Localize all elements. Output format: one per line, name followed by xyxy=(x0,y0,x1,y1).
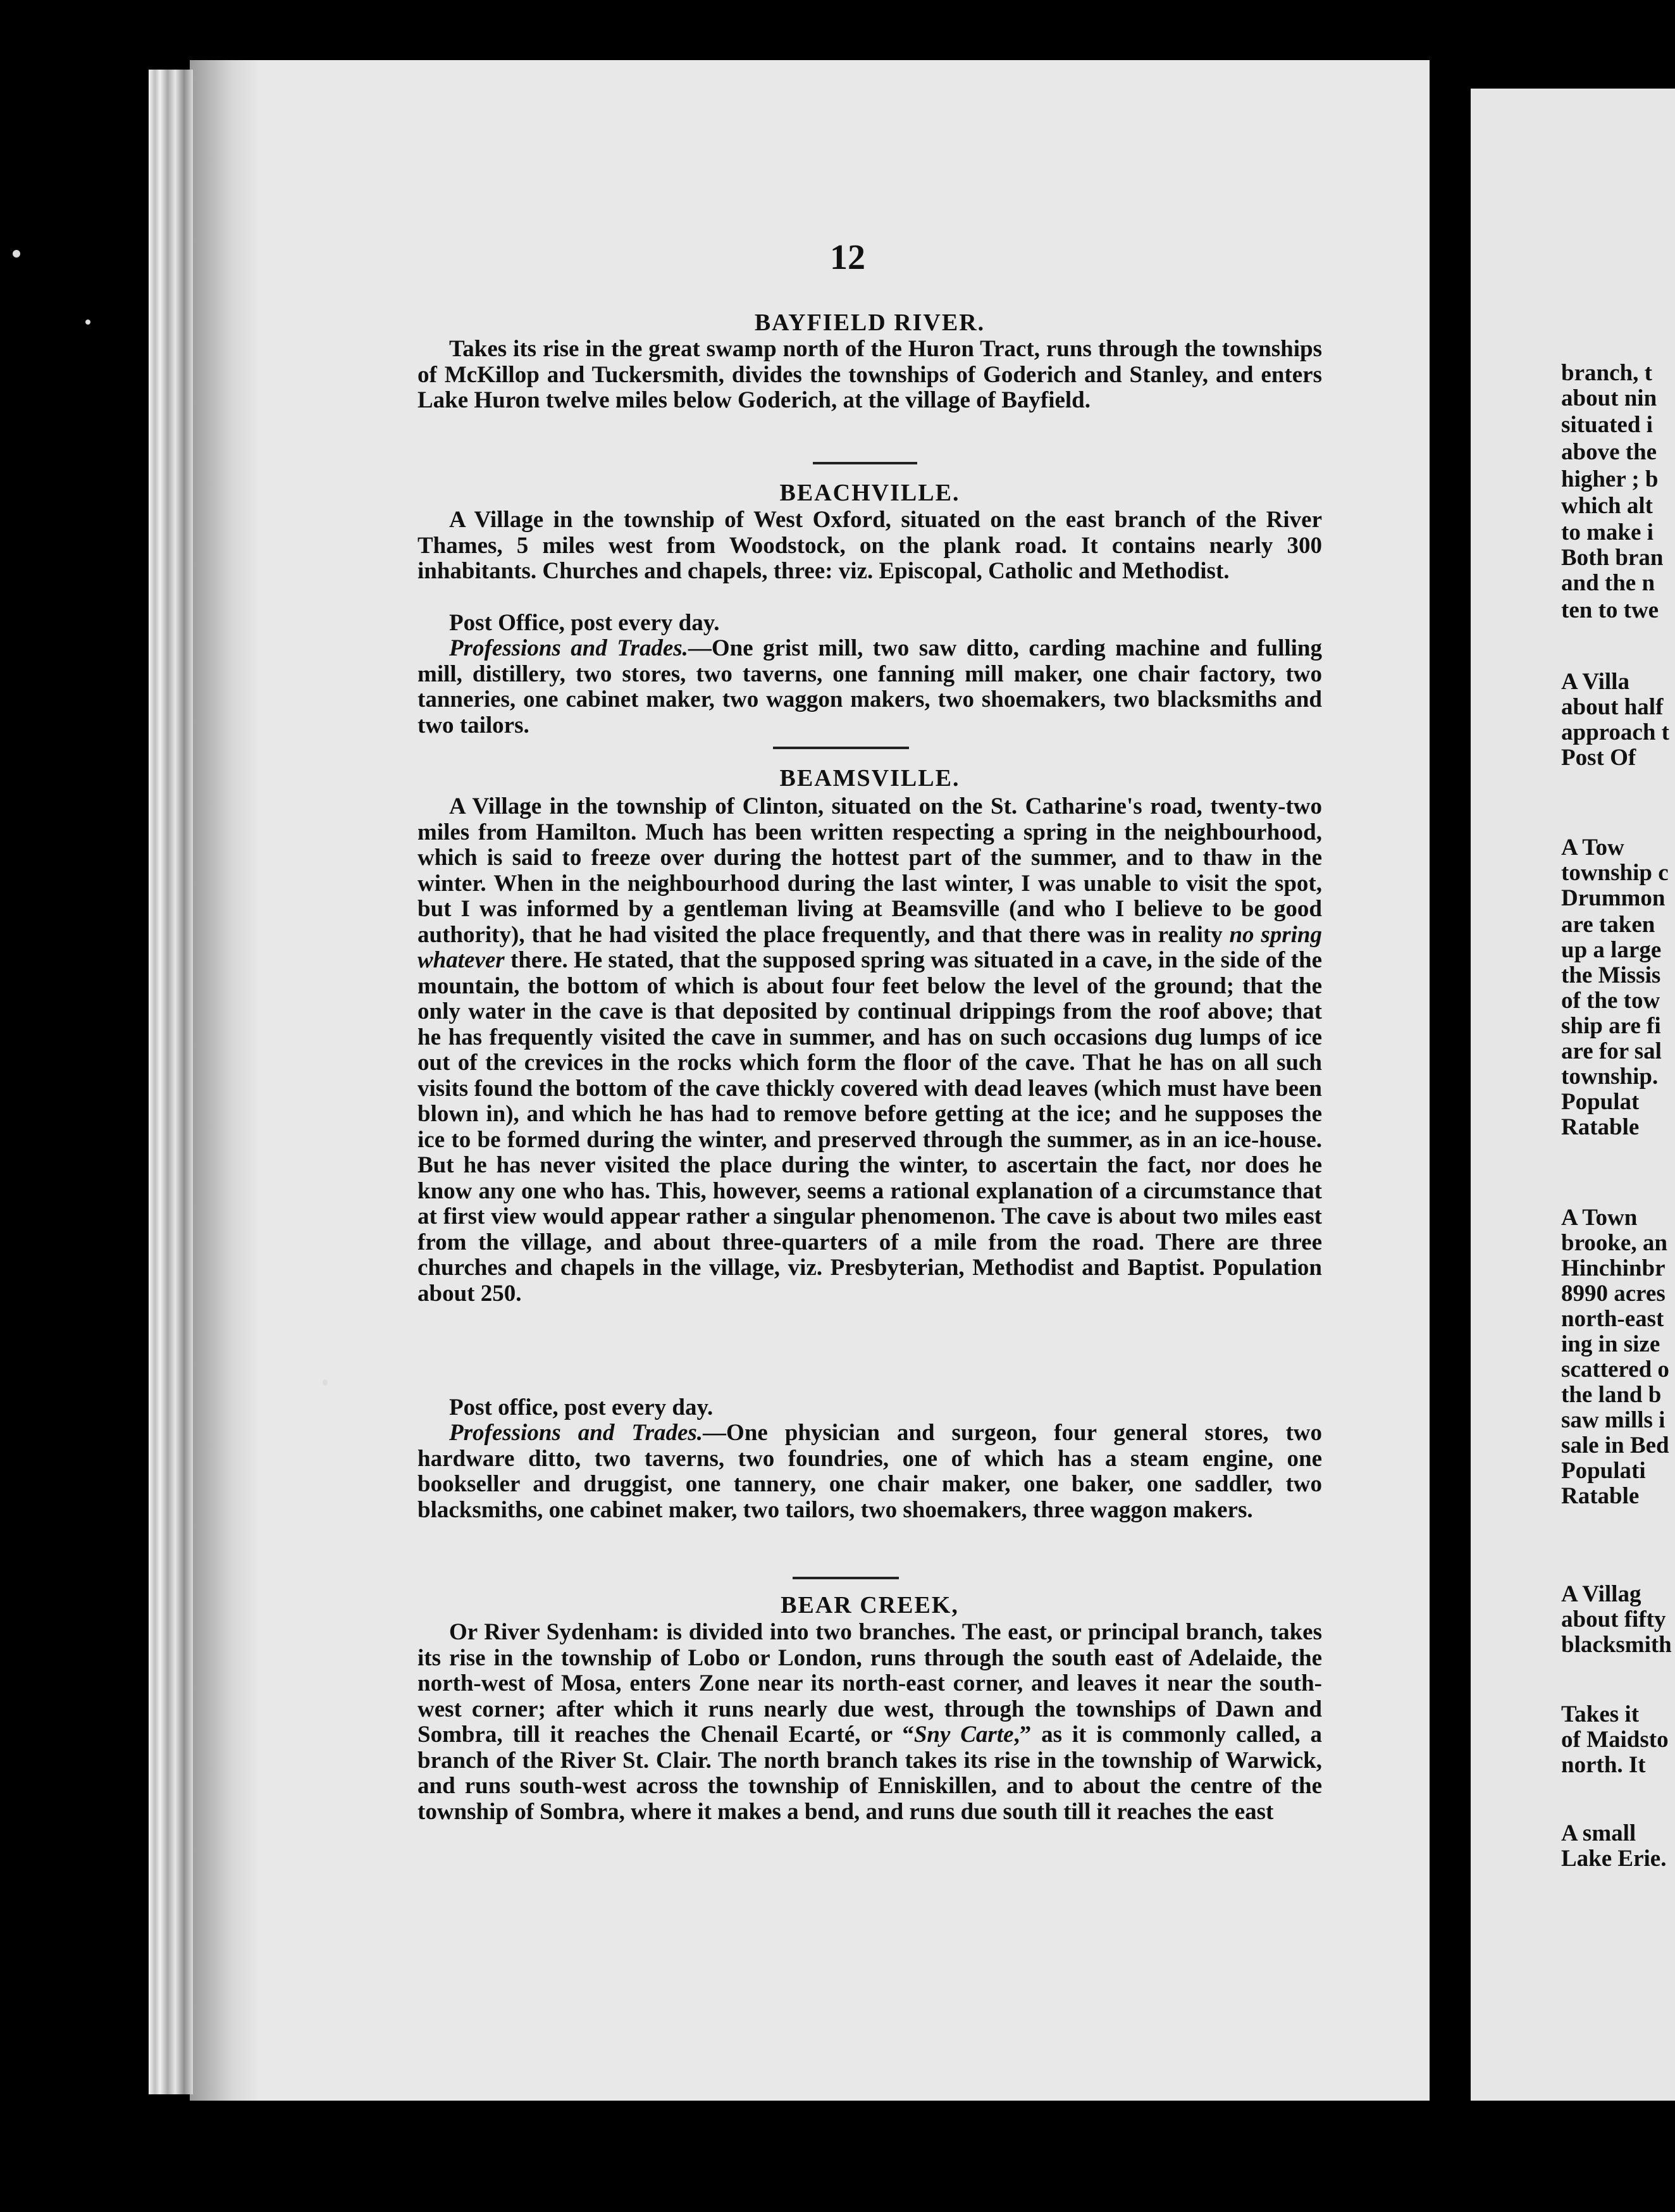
right-page-line: of the tow xyxy=(1561,988,1660,1014)
beachville-body: A Village in the township of West Oxford, situated on the east branch of the River Thames, 5 miles west from Woodstock, on the plank road. It contains nearly 300 inhabitants. Churches and chapels, three: viz. Episcopal, Catholic and Methodist. xyxy=(417,507,1322,584)
heading-bear-creek: BEAR CREEK, xyxy=(781,1592,959,1619)
right-page-line: blacksmith xyxy=(1561,1632,1672,1658)
right-page-line: sale in Bed xyxy=(1561,1432,1669,1458)
right-page-line: township. xyxy=(1561,1064,1659,1090)
trades-text: —One grist mill, two saw ditto, carding machine and fulling mill, distillery, two stores, two taverns, one fanning mill maker, one chair factory, two tanneries, one cabinet maker, two waggon makers, two shoemakers, two blacksmiths and two tailors. xyxy=(417,635,1322,738)
right-page-line: and the n xyxy=(1561,570,1655,596)
section-divider xyxy=(813,462,917,464)
beamsville-text-italic: no spring whatever xyxy=(417,921,1322,973)
right-page-line: A Villa xyxy=(1561,669,1629,695)
right-page-line: approach t xyxy=(1561,719,1669,745)
bayfield-body: Takes its rise in the great swamp north of the Huron Tract, runs through the townships of McKillop and Tuckersmith, divides the townships of Goderich and Stanley, and enters Lake Huron twelve miles below Goderich, at the village of Bayfield. xyxy=(417,336,1322,413)
right-page-line: north-east xyxy=(1561,1306,1664,1332)
right-page-line: Populat xyxy=(1561,1089,1640,1115)
right-page-line: A small xyxy=(1561,1820,1636,1846)
right-page-line: higher ; b xyxy=(1561,466,1659,492)
bear-creek-text-b: ,” as it is commonly called, a branch of the River St. Clair. The north branch takes its rise in the township of Warwick, and runs south-west across the township of Enniskillen, and to about the centre of the township of Sombra, where it makes a bend, and runs due south till it reaches the east xyxy=(417,1722,1322,1825)
bear-creek-text-a: Or River Sydenham: is divided into two branches. The east, or principal branch, takes its rise in the township of Lobo or London, runs through the south east of Adelaide, the north-west of Mosa, enters Zone near its north-east corner, and leaves it near the south-west corner; after which it runs nearly due west, through the townships of Dawn and Sombra, till it reaches the Chenail Ecarté, or “ xyxy=(417,1619,1322,1748)
heading-beamsville: BEAMSVILLE. xyxy=(779,765,960,792)
speck xyxy=(323,1379,328,1386)
page-edge xyxy=(149,70,193,2094)
speck xyxy=(85,320,90,325)
right-page-line: Ratable xyxy=(1561,1483,1640,1509)
right-page-line: of Maidsto xyxy=(1561,1727,1669,1753)
right-page-line: about fifty xyxy=(1561,1606,1666,1632)
gutter-shadow xyxy=(190,60,259,2101)
right-page-line: to make i xyxy=(1561,519,1653,545)
right-page-line: situated i xyxy=(1561,412,1653,438)
right-page-line: Populati xyxy=(1561,1458,1646,1484)
bear-creek-body xyxy=(417,1620,1322,1825)
bear-creek-text-italic: Sny Carte xyxy=(913,1722,1014,1748)
right-page-line: the Missis xyxy=(1561,962,1661,988)
right-page-line: Drummon xyxy=(1561,885,1666,911)
right-page-line: about half xyxy=(1561,694,1664,720)
right-page-line: A Villag xyxy=(1561,1581,1641,1607)
right-page-line: are for sal xyxy=(1561,1038,1662,1064)
right-page-line: A Town xyxy=(1561,1205,1638,1231)
right-page-line: up a large xyxy=(1561,937,1662,963)
right-page-line: Ratable xyxy=(1561,1114,1640,1140)
beamsville-post: Post office, post every day. xyxy=(449,1395,714,1420)
right-page-line: which alt xyxy=(1561,493,1653,519)
right-page-line: branch, t xyxy=(1561,360,1652,386)
right-page-line: A Tow xyxy=(1561,835,1624,861)
right-page-line: township c xyxy=(1561,860,1669,886)
beamsville-text-b: there. He stated, that the supposed spring was situated in a cave, in the side of the mountain, the bottom of which is about four feet below the level of the ground; that the only water in the cave is that deposited by continual drippings from the roof above; that he has frequently visited the cave in summer, and has on such occasions dug lumps of ice out of the crevices in the rocks which form the floor of the cave. That he has on all such visits found the bottom of the cave thickly covered with dead leaves (which must have been blown in), and which he has had to remove before getting at the ice; and he supposes the ice to be formed during the winter, and preserved through the summer, as in an ice-house. But he has never visited the place during the winter, to ascertain the fact, nor does he know any one who has. This, however, seems a rational explanation of a circumstance that at first view would appear rather a singular phenomenon. The cave is about two miles east from the village, and about three-quarters of a mile from the road. There are three churches and chapels in the village, viz. Presbyterian, Methodist and Baptist. Population about 250. xyxy=(417,947,1322,1307)
trades-label: Professions and Trades. xyxy=(449,1420,703,1446)
beamsville-trades xyxy=(417,1420,1322,1523)
trades-label: Professions and Trades. xyxy=(449,635,688,661)
right-page-line: scattered o xyxy=(1561,1357,1669,1382)
right-page-line: Post Of xyxy=(1561,745,1636,771)
right-page-line: 8990 acres xyxy=(1561,1281,1666,1307)
heading-beachville: BEACHVILLE. xyxy=(779,480,960,506)
beamsville-body xyxy=(417,794,1322,1307)
section-divider xyxy=(773,747,909,749)
right-page-line: about nin xyxy=(1561,385,1657,411)
section-divider xyxy=(793,1577,899,1579)
right-page-line: the land b xyxy=(1561,1382,1662,1408)
right-page-line: Both bran xyxy=(1561,545,1664,571)
right-page-line: above the xyxy=(1561,439,1657,465)
right-page-line: Lake Erie. xyxy=(1561,1846,1667,1872)
speck xyxy=(13,250,20,258)
right-page-line: Takes it xyxy=(1561,1701,1640,1727)
page-number: 12 xyxy=(830,238,865,277)
right-page-line: Hinchinbr xyxy=(1561,1255,1666,1281)
right-page-line: ship are fi xyxy=(1561,1013,1661,1039)
beamsville-text-a: A Village in the township of Clinton, situated on the St. Catharine's road, twenty-two miles from Hamilton. Much has been written respecting a spring in the neighbourhood, which is said to freeze over during the hottest part of the summer, and to thaw in the winter. When in the neighbourhood during the last winter, I was unable to visit the spot, but I was informed by a gentleman living at Beamsville (and who I believe to be good authority), that he had visited the place frequently, and that there was in reality xyxy=(417,793,1322,948)
right-page-line: saw mills i xyxy=(1561,1407,1666,1433)
right-page-line: brooke, an xyxy=(1561,1230,1667,1256)
right-page-line: ing in size xyxy=(1561,1331,1660,1357)
beachville-post: Post Office, post every day. xyxy=(449,610,720,636)
heading-bayfield-river: BAYFIELD RIVER. xyxy=(754,309,986,336)
trades-text: —One physician and surgeon, four general stores, two hardware ditto, two taverns, two foundries, one of which has a steam engine, one bookseller and druggist, one tannery, one chair maker, one baker, one saddler, two blacksmiths, one cabinet maker, two tailors, two shoemakers, three waggon makers. xyxy=(417,1420,1322,1523)
beachville-trades xyxy=(417,636,1322,738)
right-page-line: ten to twe xyxy=(1561,597,1659,623)
right-page-line: north. It xyxy=(1561,1752,1646,1778)
right-page-line: are taken xyxy=(1561,912,1655,938)
